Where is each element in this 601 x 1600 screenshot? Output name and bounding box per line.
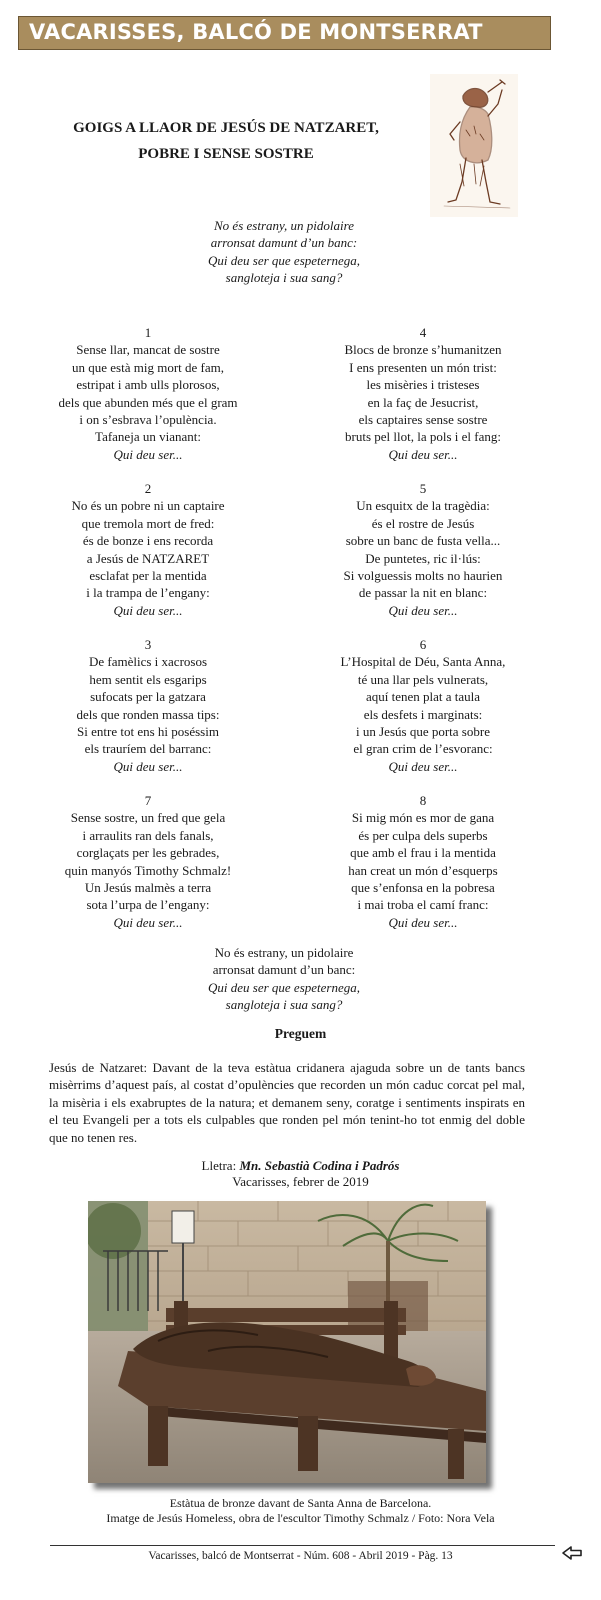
stanza-refrain: Qui deu ser... — [388, 602, 458, 618]
beggar-drawing-icon — [430, 74, 518, 217]
statue-photo — [88, 1201, 486, 1483]
stanza-line: té una llar pels vulnerats, — [357, 671, 489, 687]
stanza-line: que s’enfonsa en la pobresa — [351, 880, 495, 896]
stanza-line: en la faç de Jesucrist, — [367, 394, 479, 410]
stanza-line: esclafat per la mentida — [89, 568, 207, 584]
prayer-heading: Preguem — [274, 1026, 327, 1041]
stanza-refrain: Qui deu ser... — [113, 446, 183, 462]
stanza-number: 1 — [144, 325, 152, 340]
stanza-line: dels que abunden més que el gram — [58, 394, 238, 410]
stanza-refrain: Qui deu ser... — [113, 758, 183, 774]
stanza-line: els desfets i marginats: — [363, 706, 483, 722]
intro-line: arronsat damunt d’un banc: — [210, 235, 358, 251]
stanza-refrain: Qui deu ser... — [113, 914, 183, 930]
stanza-5 — [305, 480, 541, 619]
stanza-line: I ens presenten un món trist: — [349, 359, 497, 375]
stanza-line: els trauríem del barranc: — [84, 741, 212, 757]
closing-line: No és estrany, un pidolaire — [214, 945, 354, 960]
stanza-1 — [30, 324, 266, 463]
stanza-line: i on s’esbrava l’opulència. — [79, 412, 217, 428]
stanza-number: 2 — [144, 481, 152, 496]
stanza-line: Si entre tot ens hi poséssim — [77, 724, 219, 740]
header-banner — [18, 16, 551, 50]
stanza-line: és de bonze i ens recorda — [82, 533, 214, 549]
poem-title-line-1: GOIGS A LLAOR DE JESÚS DE NATZARET, — [73, 120, 379, 136]
stanza-line: i un Jesús que porta sobre — [356, 724, 490, 740]
poem-intro — [184, 217, 384, 287]
stanza-number: 5 — [419, 481, 427, 496]
stanza-line: dels que ronden massa tips: — [76, 706, 220, 722]
back-arrow-icon[interactable] — [561, 1545, 583, 1561]
stanza-line: De puntetes, ric il·lús: — [365, 550, 481, 566]
stanza-line: és per culpa dels superbs — [358, 827, 488, 843]
prayer-text: Jesús de Natzaret: Davant de la teva estàtua cridanera ajaguda sobre un de tants bancs misèrrims d’aquest país, al costat d’opulències que recorden un món caduc corcat pel mal, la misèria i els exabruptes de la natura; et demanem seny, coratge i sentiments inspirats en el teu Evangeli per a tots els culpables que ronden pel món tenint-ho tot enmig del doble que no tenen res. — [49, 1060, 525, 1145]
caption-line-2: Imatge de Jesús Homeless, obra de l'escultor Timothy Schmalz / Foto: Nora Vela — [106, 1510, 495, 1525]
stanza-number: 3 — [144, 637, 152, 652]
page-footer: Vacarisses, balcó de Montserrat - Núm. 608 - Abril 2019 - Pàg. 13 — [148, 1550, 453, 1562]
stanza-line: sota l’urpa de l’engany: — [86, 897, 210, 913]
closing-line: sangloteja i sua sang? — [225, 997, 343, 1013]
closing-line: arronsat damunt d’un banc: — [212, 962, 356, 978]
stanza-number: 7 — [144, 793, 152, 808]
stanza-line: Tafaneja un vianant: — [95, 429, 201, 445]
stanza-6 — [305, 636, 541, 775]
stanza-line: No és un pobre ni un captaire — [71, 498, 225, 514]
stanza-line: Si volguessis molts no haurien — [343, 568, 503, 584]
poem-closing — [184, 944, 384, 1014]
stanza-refrain: Qui deu ser... — [388, 446, 458, 462]
caption-line-1: Estàtua de bronze davant de Santa Anna de Barcelona. — [169, 1496, 432, 1510]
stanza-line: Un Jesús malmès a terra — [84, 880, 212, 896]
intro-line: sangloteja i sua sang? — [225, 270, 343, 286]
stanza-line: corglaçats per les gebrades, — [76, 845, 220, 861]
stanza-7 — [30, 792, 266, 931]
stanza-line: Si mig món es mor de gana — [351, 810, 495, 826]
stanza-4 — [305, 324, 541, 463]
stanza-line: que amb el frau i la mentida — [350, 845, 496, 861]
stanza-line: un que està mig mort de fam, — [72, 359, 224, 375]
stanza-line: sufocats per la gatzara — [90, 689, 206, 705]
intro-line: No és estrany, un pidolaire — [214, 218, 354, 233]
author-label: Lletra: — [201, 1158, 240, 1173]
photo-caption — [0, 1496, 601, 1525]
stanza-line: estripat i amb ulls plorosos, — [76, 377, 220, 393]
stanza-refrain: Qui deu ser... — [388, 758, 458, 774]
stanza-line: aquí tenen plat a taula — [365, 689, 481, 705]
stanza-line: i arraulits ran dels fanals, — [82, 827, 214, 843]
stanza-number: 8 — [419, 793, 427, 808]
footer-divider — [50, 1545, 555, 1546]
place-date: Vacarisses, febrer de 2019 — [232, 1174, 369, 1189]
stanza-3 — [30, 636, 266, 775]
stanza-line: Sense sostre, un fred que gela — [70, 810, 226, 826]
author-line — [0, 1158, 601, 1174]
author-name: Mn. Sebastià Codina i Padrós — [239, 1158, 400, 1173]
stanza-line: L’Hospital de Déu, Santa Anna, — [340, 654, 506, 670]
stanza-line: Sense llar, mancat de sostre — [76, 342, 220, 358]
stanza-line: i la trampa de l’engany: — [86, 585, 210, 601]
stanza-number: 4 — [419, 325, 427, 340]
stanza-line: Un esquitx de la tragèdia: — [356, 498, 490, 514]
stanza-refrain: Qui deu ser... — [113, 602, 183, 618]
stanza-line: el gran crim de l’esvoranc: — [353, 741, 493, 757]
closing-line: Qui deu ser que espeternega, — [208, 979, 360, 995]
stanza-refrain: Qui deu ser... — [388, 914, 458, 930]
stanza-line: que tremola mort de fred: — [81, 515, 215, 531]
magazine-title: VACARISSES, BALCÓ DE MONTSERRAT — [29, 20, 483, 44]
stanza-line: hem sentit els esgarips — [89, 671, 207, 687]
stanza-line: bruts pel llot, la pols i el fang: — [345, 429, 501, 445]
stanza-8 — [305, 792, 541, 931]
stanza-line: han creat un món d’esquerps — [348, 862, 498, 878]
stanza-2 — [30, 480, 266, 619]
stanza-number: 6 — [419, 637, 427, 652]
poem-title-line-2: POBRE I SENSE SOSTRE — [138, 146, 314, 162]
stanza-line: és el rostre de Jesús — [371, 515, 475, 531]
stanza-line: Blocs de bronze s’humanitzen — [344, 342, 502, 358]
stanza-line: les misèries i tristeses — [366, 377, 480, 393]
intro-line: Qui deu ser que espeternega, — [208, 252, 360, 268]
stanza-line: quin manyós Timothy Schmalz! — [64, 862, 232, 878]
stanza-line: De famèlics i xacrosos — [88, 654, 208, 670]
stanza-line: sobre un banc de fusta vella... — [345, 533, 501, 549]
stanza-line: els captaires sense sostre — [358, 412, 488, 428]
stanza-line: i mai troba el camí franc: — [357, 897, 489, 913]
stanza-line: a Jesús de NATZARET — [86, 550, 210, 566]
signature — [0, 1158, 601, 1190]
stanza-line: de passar la nit en blanc: — [358, 585, 488, 601]
